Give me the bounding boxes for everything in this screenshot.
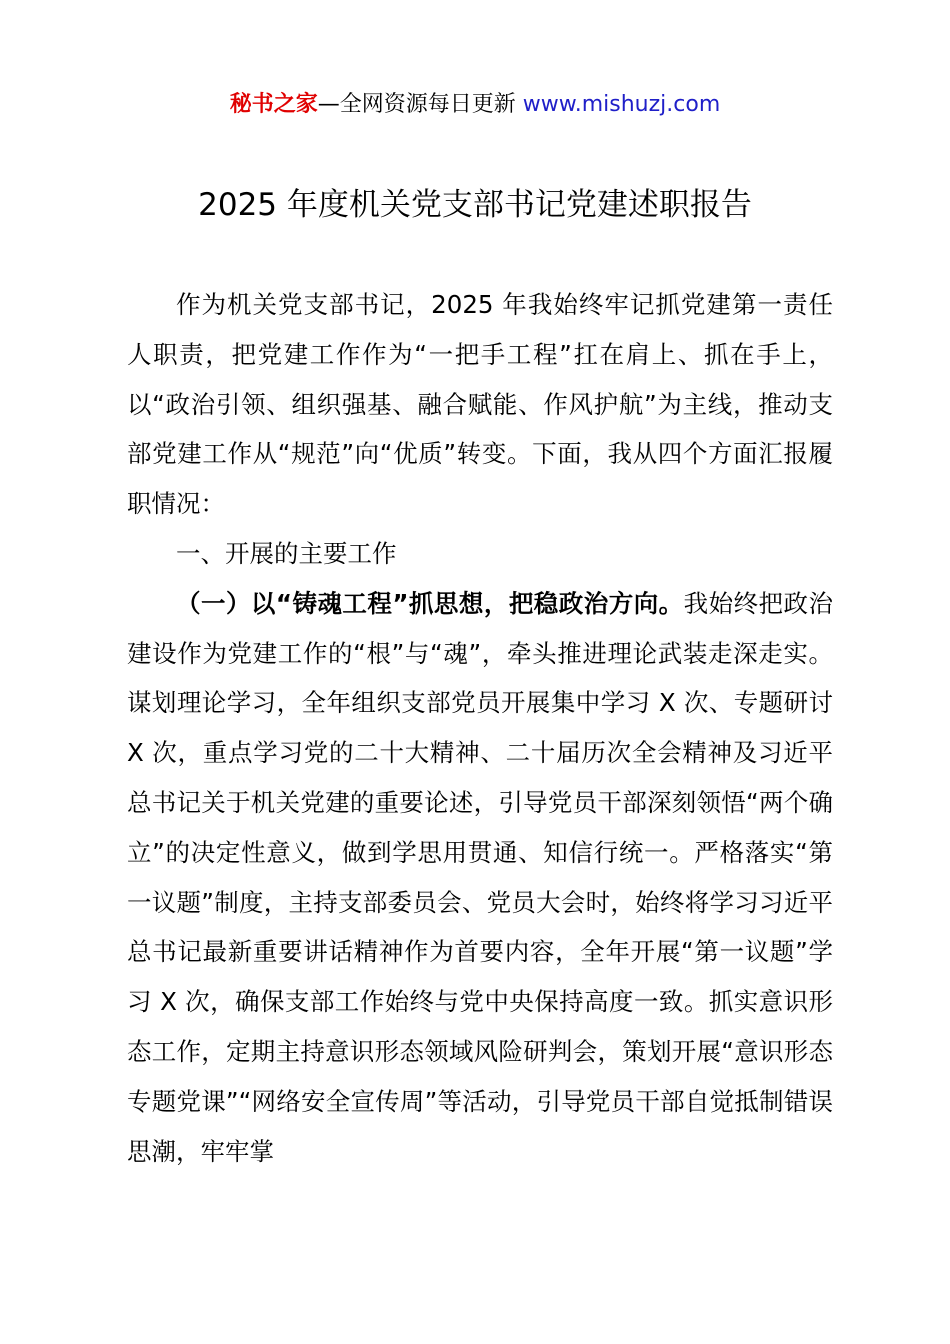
section-heading: 一、开展的主要工作 [176,538,397,568]
header-tagline: —全网资源每日更新 [317,92,523,117]
intro-paragraph: 作为机关党支部书记，2025 年我始终牢记抓党建第一责任人职责，把党建工作作为“一把手工程”扛在肩上、抓在手上，以“政治引领、组织强基、融合赋能、作风护航”为主线，推动支部党建工作从“规范”向“优质”转变。下面，我从四个方面汇报履职情况： [127,290,833,519]
page-header [0,88,950,122]
document-title: 2025 年度机关党支部书记党建述职报告 [198,187,752,223]
document-body [127,280,833,1176]
site-url-link[interactable]: www.mishuzj.com [522,92,721,117]
brand-name: 秘书之家 [229,92,318,117]
item-lead: （一）以“铸魂工程”抓思想，把稳政治方向。 [176,588,684,618]
item-paragraph [127,579,833,1177]
item-body: 我始终把政治建设作为党建工作的“根”与“魂”，牵头推进理论武装走深走实。谋划理论学习，全年组织支部党员开展集中学习 X 次、专题研讨 X 次，重点学习党的二十大精神、二十届历次全会精神及习近平总书记关于机关党建的重要论述，引导党员干部深刻领悟“两个确立”的决定性意义，做到学思用贯通、知信行统一。严格落实“第一议题”制度，主持支部委员会、党员大会时，始终将学习习近平总书记最新重要讲话精神作为首要内容，全年开展“第一议题”学习 X 次，确保支部工作始终与党中央保持高度一致。抓实意识形态工作，定期主持意识形态领域风险研判会，策划开展“意识形态专题党课”“网络安全宣传周”等活动，引导党员干部自觉抵制错误思潮，牢牢掌 [127,588,834,1166]
